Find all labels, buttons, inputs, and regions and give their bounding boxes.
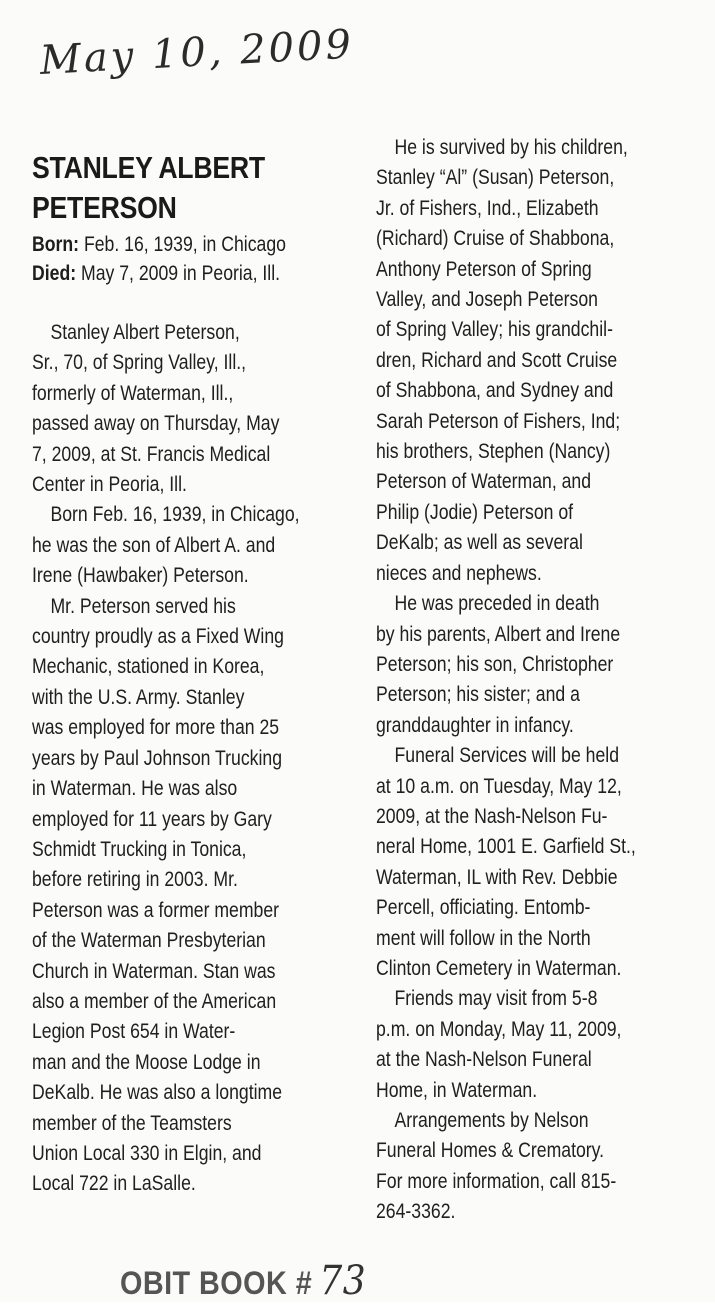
born-line	[32, 230, 286, 260]
text-line: Home, in Waterman.	[376, 1078, 538, 1102]
text-line: also a member of the American	[32, 989, 277, 1013]
text-line: Peterson of Waterman, and	[376, 470, 592, 494]
text-line: Clinton Cemetery in Waterman.	[376, 956, 622, 980]
text-line: 7, 2009, at St. Francis Medical	[32, 442, 271, 466]
text-line: Percell, officiating. Entomb-	[376, 896, 591, 920]
text-line: Mr. Peterson served his	[50, 594, 236, 618]
text-line: Stanley Albert Peterson,	[50, 321, 240, 344]
text-line: formerly of Waterman, Ill.,	[32, 381, 234, 405]
text-line: before retiring in 2003. Mr.	[32, 868, 238, 892]
text-line: DeKalb. He was also a longtime	[32, 1081, 283, 1105]
text-line: Union Local 330 in Elgin, and	[32, 1141, 262, 1165]
text-line: Waterman, IL with Rev. Debbie	[376, 865, 618, 889]
text-line: Born Feb. 16, 1939, in Chicago,	[50, 503, 300, 527]
text-line: at 10 a.m. on Tuesday, May 12,	[376, 774, 622, 798]
text-line: was employed for more than 25	[32, 716, 280, 740]
text-line: 264-3362.	[376, 1200, 456, 1224]
text-line: Arrangements by Nelson	[394, 1109, 589, 1132]
text-line: Stanley “Al” (Susan) Peterson,	[376, 166, 615, 190]
text-line: with the U.S. Army. Stanley	[32, 685, 245, 709]
text-line: Valley, and Joseph Peterson	[376, 288, 598, 312]
text-line: man and the Moose Lodge in	[32, 1050, 261, 1074]
text-line: Jr. of Fishers, Ind., Elizabeth	[376, 196, 599, 220]
text-line: he was the son of Albert A. and	[32, 533, 276, 557]
text-line: (Richard) Cruise of Shabbona,	[376, 227, 615, 251]
text-line: Funeral Services will be held	[394, 744, 620, 768]
text-line: DeKalb; as well as several	[376, 531, 583, 555]
text-line: Friends may visit from 5-8	[394, 987, 598, 1011]
text-line: nieces and nephews.	[376, 561, 542, 585]
text-line: of Shabbona, and Sydney and	[376, 379, 614, 403]
text-line: years by Paul Johnson Trucking	[32, 746, 283, 770]
text-line: Sr., 70, of Spring Valley, Ill.,	[32, 351, 247, 375]
text-line: of Spring Valley; his grandchil-	[376, 318, 613, 342]
text-line: at the Nash-Nelson Funeral	[376, 1048, 592, 1072]
text-line: country proudly as a Fixed Wing	[32, 625, 284, 649]
died-value: May 7, 2009 in Peoria, Ill.	[76, 262, 281, 285]
text-line: Anthony Peterson of Spring	[376, 257, 592, 281]
text-line: Peterson was a former member	[32, 898, 280, 922]
text-line: Schmidt Trucking in Tonica,	[32, 837, 247, 861]
obit-book-footer	[120, 1258, 366, 1304]
text-line: Center in Peoria, Ill.	[32, 473, 187, 497]
text-line: p.m. on Monday, May 11, 2009,	[376, 1017, 622, 1041]
handwritten-date: May 10, 2009	[38, 21, 356, 84]
text-line: neral Home, 1001 E. Garfield St.,	[376, 835, 636, 859]
text-line: by his parents, Albert and Irene	[376, 622, 621, 646]
text-line: Church in Waterman. Stan was	[32, 959, 276, 983]
text-line: He is survived by his children,	[394, 136, 628, 159]
text-line: Peterson; his sister; and a	[376, 683, 580, 707]
text-line: He was preceded in death	[394, 592, 600, 616]
born-value: Feb. 16, 1939, in Chicago	[79, 233, 286, 256]
died-label: Died:	[32, 262, 77, 285]
text-line: For more information, call 815-	[376, 1169, 617, 1193]
text-line: in Waterman. He was also	[32, 777, 238, 801]
left-column-text	[32, 318, 300, 1200]
obit-book-label: OBIT BOOK #	[120, 1265, 313, 1301]
text-line: 2009, at the Nash-Nelson Fu-	[376, 804, 608, 828]
text-line: dren, Richard and Scott Cruise	[376, 348, 618, 372]
text-line: Local 722 in LaSalle.	[32, 1172, 196, 1196]
text-line: Mechanic, stationed in Korea,	[32, 655, 265, 679]
text-line: Philip (Jodie) Peterson of	[376, 500, 574, 524]
obituary-headline: STANLEY ALBERT PETERSON	[32, 150, 265, 225]
text-line: of the Waterman Presbyterian	[32, 929, 266, 953]
obit-book-number: 73	[319, 1258, 367, 1304]
text-line: Peterson; his son, Christopher	[376, 652, 614, 676]
text-line: ment will follow in the North	[376, 926, 591, 950]
text-line: granddaughter in infancy.	[376, 713, 574, 737]
text-line: member of the Teamsters	[32, 1111, 232, 1135]
text-line: Sarah Peterson of Fishers, Ind;	[376, 409, 621, 433]
born-label: Born:	[32, 233, 80, 256]
text-line: Funeral Homes & Crematory.	[376, 1139, 605, 1163]
right-column-text	[376, 133, 636, 1228]
text-line: Legion Post 654 in Water-	[32, 1020, 236, 1044]
died-line	[32, 259, 280, 289]
text-line: his brothers, Stephen (Nancy)	[376, 440, 611, 464]
text-line: Irene (Hawbaker) Peterson.	[32, 564, 249, 588]
text-line: employed for 11 years by Gary	[32, 807, 272, 831]
text-line: passed away on Thursday, May	[32, 412, 280, 436]
